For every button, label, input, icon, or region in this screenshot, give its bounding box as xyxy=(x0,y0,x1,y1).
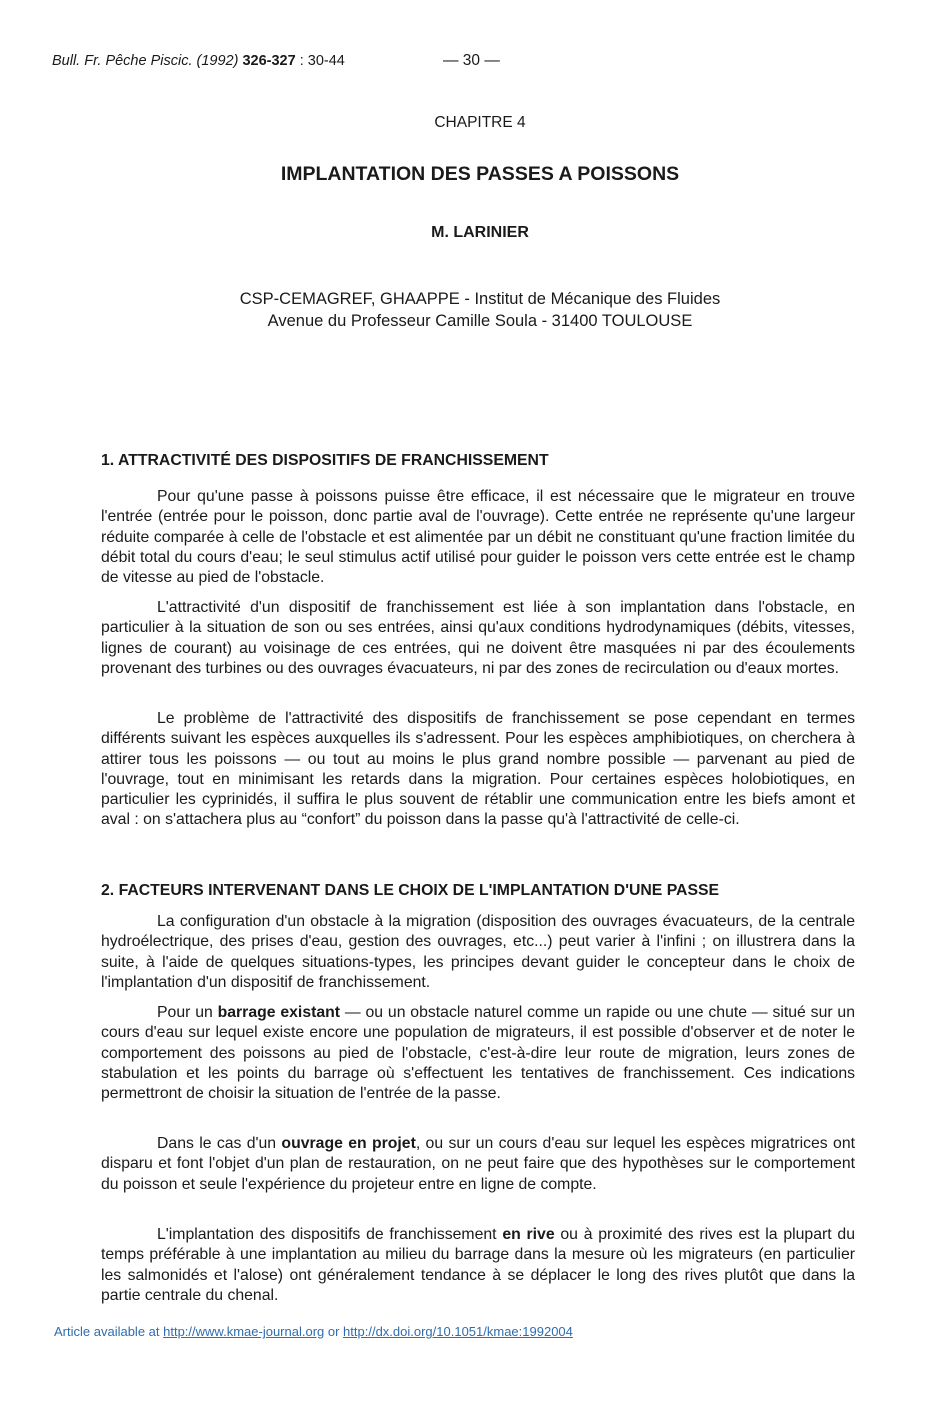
journal-name: Bull. Fr. Pêche Piscic. xyxy=(52,53,193,69)
p2-text-pre: Pour un xyxy=(157,1004,218,1021)
section-2-heading: 2. FACTEURS INTERVENANT DANS LE CHOIX DE L'IMPLANTATION D'UNE PASSE xyxy=(101,882,720,899)
page-number: — 30 — xyxy=(443,52,500,69)
section-1-paragraph-3: Le problème de l'attractivité des dispositifs de franchissement se pose cependant en termes différents suivant les espèces auxquelles ils s'adressent. Pour les espèces amphibiotiques, on cherchera à attirer tous les poissons — ou tout au moins le plus grand nombre possible — parvenant au pied de l'ouvrage, tout en minimisant les retards dans la migration. Pour certaines espèces holobiotiques, en particulier les cyprinidés, il suffira le plus souvent de rétablir une communication entre les biefs amont et aval : on s'attachera plus au “confort” du poisson dans la passe qu'à l'attractivité de celle-ci. xyxy=(101,710,855,829)
journal-pages: : 30-44 xyxy=(299,53,345,69)
p2-text-post: — ou un obstacle naturel comme un rapide ou une chute — situé sur un cours d'eau sur lequel existe encore une population de migrateurs, il est possible d'observer et de noter le comportement des poissons au pied de l'obstacle, c'est-à-dire leur route de migration, leurs zones de stabulation et les points du barrage où s'effectuent les tentatives de franchissement. Ces indications permettront de choisir la situation de l'entrée de la passe. xyxy=(101,1004,856,1103)
p4-text-pre: L'implantation des dispositifs de franchissement xyxy=(157,1226,503,1243)
section-2-paragraph-1: La configuration d'un obstacle à la migration (disposition des ouvrages évacuateurs, de la centrale hydroélectrique, des prises d'eau, gestion des ouvrages, etc...) peut varier à l'infini ; on illustrera dans la suite, à l'aide de quelques situations-types, les principes devant guider le concepteur dans le choix de l'implantation d'un dispositif de franchissement. xyxy=(101,913,855,991)
paper-title: IMPLANTATION DES PASSES A POISSONS xyxy=(280,163,680,185)
p2-emphasis: barrage existant xyxy=(217,1004,341,1021)
journal-year: (1992) xyxy=(196,53,239,69)
chapter-label: CHAPITRE 4 xyxy=(434,114,526,131)
p4-emphasis: en rive xyxy=(502,1226,555,1243)
affiliation-line-1: CSP-CEMAGREF, GHAAPPE - Institut de Mécanique des Fluides xyxy=(239,290,721,308)
p3-text-pre: Dans le cas d'un xyxy=(157,1135,282,1152)
section-1-heading: 1. ATTRACTIVITÉ DES DISPOSITIFS DE FRANCHISSEMENT xyxy=(101,452,549,469)
doi-link[interactable]: http://dx.doi.org/10.1051/kmae:1992004 xyxy=(343,1324,573,1339)
article-footer xyxy=(54,1324,573,1339)
running-header xyxy=(52,53,345,69)
section-2-paragraph-3 xyxy=(101,1134,855,1195)
author-name: M. LARINIER xyxy=(431,224,529,241)
footer-prefix: Article available at xyxy=(54,1324,164,1339)
journal-link[interactable]: http://www.kmae-journal.org xyxy=(163,1324,325,1339)
affiliation-line-2: Avenue du Professeur Camille Soula - 31400 TOULOUSE xyxy=(267,312,693,330)
p3-emphasis: ouvrage en projet xyxy=(281,1135,416,1152)
journal-issue: 326-327 xyxy=(242,53,296,69)
p4-text-post: ou à proximité des rives est la plupart du temps préférable à une implantation au milieu du barrage dans la mesure où les migrateurs (en particulier les salmonidés et l'alose) ont généralement tendance à se déplacer le long des rives plutôt que dans la partie centrale du chenal. xyxy=(101,1226,855,1304)
affiliation xyxy=(0,288,930,332)
p3-text-post: , ou sur un cours d'eau sur lequel les espèces migratrices ont disparu et font l'objet d'un plan de restauration, on ne peut faire que des hypothèses sur le comportement du poisson et seule l'expérience du projeteur entre en ligne de compte. xyxy=(101,1135,855,1193)
section-2-paragraph-2 xyxy=(101,1003,855,1104)
section-1-paragraph-2: L'attractivité d'un dispositif de franchissement est liée à son implantation dans l'obstacle, en particulier à la situation de son ou ses entrées, ainsi qu'aux conditions hydrodynamiques (débits, vitesses, lignes de courant) au voisinage de ces entrées, qui ne doivent être masquées ni par des écoulements provenant des turbines ou des ouvrages évacuateurs, ni par des zones de recirculation ou d'eaux mortes. xyxy=(101,599,855,677)
section-2-paragraph-4 xyxy=(101,1225,855,1306)
footer-middle: or xyxy=(324,1324,344,1339)
section-1-paragraph-1: Pour qu'une passe à poissons puisse être efficace, il est nécessaire que le migrateur en trouve l'entrée (entrée pour le poisson, donc partie aval de l'ouvrage). Cette entrée ne représente qu'une largeur réduite comparée à celle de l'obstacle et est alimentée par un débit ne constituant qu'une fraction limitée du débit total du cours d'eau; le seul stimulus actif utilisé pour guider le poisson vers cette entrée est le champ de vitesse au pied de l'obstacle. xyxy=(101,488,855,587)
